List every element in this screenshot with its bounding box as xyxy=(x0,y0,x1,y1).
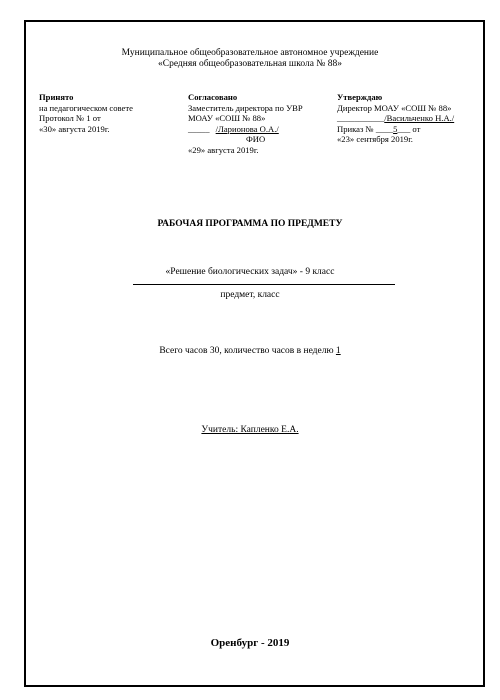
approved-order-blank2: ___ xyxy=(397,123,411,134)
school-header-line1: Муниципальное общеобразовательное автономное учреждение xyxy=(121,48,379,58)
accepted-block xyxy=(39,92,133,134)
agreed-date: «29» августа 2019г. xyxy=(188,144,259,155)
program-title: РАБОЧАЯ ПРОГРАММА ПО ПРЕДМЕТУ xyxy=(157,219,343,229)
subject-line: «Решение биологических задач» - 9 класс xyxy=(165,267,335,277)
approved-order-line xyxy=(337,124,454,135)
approved-sign-name: /Васильченко Н.А./ xyxy=(384,113,455,124)
agreed-title: Согласовано xyxy=(188,92,238,102)
agreed-position: Заместитель директора по УВР xyxy=(188,102,303,113)
accepted-title: Принято xyxy=(39,92,74,102)
agreed-org: МОАУ «СОШ № 88» xyxy=(188,113,266,124)
hours-per-week: 1 xyxy=(335,346,341,356)
accepted-line1: на педагогическом совете xyxy=(39,102,133,113)
approved-position: Директор МОАУ «СОШ № 88» xyxy=(337,102,452,113)
agreed-sign-blank: _____ xyxy=(188,123,210,134)
accepted-date: «30» августа 2019г. xyxy=(39,123,110,134)
school-header-line2: «Средняя общеобразовательная школа № 88» xyxy=(158,59,342,69)
hours-text: Всего часов 30, количество часов в неделю xyxy=(159,346,336,356)
approved-order-prefix: Приказ № xyxy=(337,123,374,134)
approved-order-suffix: от xyxy=(412,123,421,134)
agreed-sign-caption: ФИО xyxy=(246,134,266,145)
subject-caption: предмет, класс xyxy=(220,290,280,300)
agreed-signature-line xyxy=(188,124,303,135)
subject-underline xyxy=(133,284,395,285)
approved-title: Утверждаю xyxy=(337,92,383,102)
approved-order-blank1: ____ xyxy=(375,123,394,134)
city-year: Оренбург - 2019 xyxy=(210,637,290,649)
teacher xyxy=(0,425,500,436)
accepted-protocol: Протокол № 1 от xyxy=(39,113,101,124)
approved-signature-line xyxy=(337,113,454,124)
approved-date: «23» сентября 2019г. xyxy=(337,134,413,145)
teacher-name: Учитель: Капленко Е.А. xyxy=(201,425,299,435)
approved-order-number: 5 xyxy=(393,123,398,134)
hours-line xyxy=(0,346,500,357)
approved-block xyxy=(337,92,454,145)
agreed-block xyxy=(188,92,303,156)
agreed-sign-name: /Ларионова О.А./ xyxy=(215,123,279,134)
approved-sign-blank: ___________ xyxy=(337,113,385,124)
